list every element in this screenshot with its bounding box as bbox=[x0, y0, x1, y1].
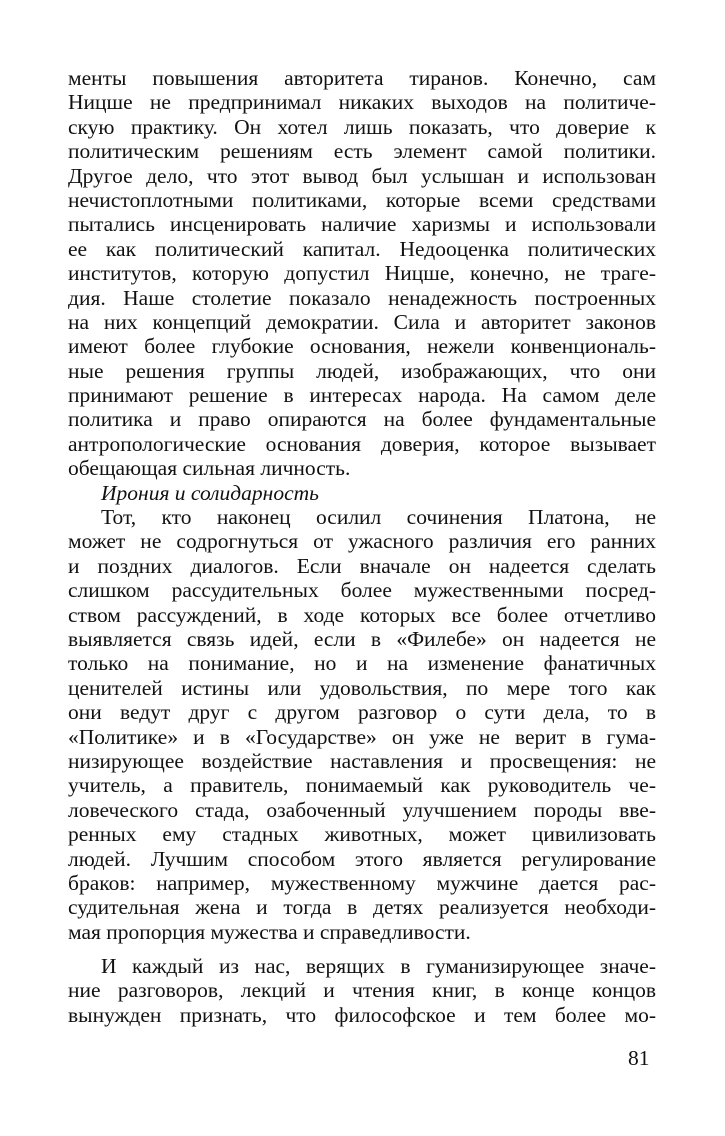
text-line: может не содрогнуться от ужасного различия его ранних bbox=[68, 529, 656, 554]
text-line: людей. Лучшим способом этого является регулирование bbox=[68, 846, 656, 871]
text-line: политическим решениям есть элемент самой политики. bbox=[68, 139, 656, 164]
text-line: на них концепций демократии. Сила и авторитет законов bbox=[68, 309, 656, 334]
text-line: ее как политический капитал. Недооценка политических bbox=[68, 236, 656, 261]
text-line: низирующее воздействие наставления и просвещения: не bbox=[68, 748, 656, 773]
text-line: нечистоплотными политиками, которые всеми средствами bbox=[68, 187, 656, 212]
text-line: И каждый из нас, верящих в гуманизирующее значе- bbox=[101, 954, 656, 979]
paragraph-2 bbox=[68, 505, 656, 944]
paragraph-3 bbox=[68, 954, 656, 1027]
section-heading: Ирония и солидарность bbox=[101, 480, 319, 505]
text-line: ценителей истины или удовольствия, по мере того как bbox=[68, 675, 656, 700]
text-line: учитель, а правитель, понимаемый как руководитель че- bbox=[68, 773, 656, 798]
text-line: скую практику. Он хотел лишь показать, что доверие к bbox=[68, 114, 656, 139]
text-line: браков: например, мужественному мужчине дается рас- bbox=[68, 870, 656, 895]
text-line: ством рассуждений, в ходе которых все более отчетливо bbox=[68, 602, 656, 627]
book-page-text bbox=[68, 66, 656, 1027]
paragraph-spacer bbox=[68, 944, 656, 954]
paragraph-1 bbox=[68, 66, 656, 481]
text-line: судительная жена и тогда в детях реализуется необходи- bbox=[68, 895, 656, 920]
text-line: Другое дело, что этот вывод был услышан и использован bbox=[68, 163, 656, 188]
text-line: менты повышения авторитета тиранов. Конечно, сам bbox=[68, 66, 656, 90]
text-line: обещающая сильная личность. bbox=[68, 456, 351, 481]
text-line: дия. Наше столетие показало ненадежность построенных bbox=[68, 285, 656, 310]
text-line: они ведут друг с другом разговор о сути дела, то в bbox=[68, 700, 656, 725]
text-line: принимают решение в интересах народа. На самом деле bbox=[68, 383, 656, 408]
page-number: 81 bbox=[628, 1046, 650, 1070]
text-line: и поздних диалогов. Если вначале он надеется сделать bbox=[68, 553, 656, 578]
text-line: только на понимание, но и на изменение фанатичных bbox=[68, 651, 656, 676]
text-line: антропологические основания доверия, которое вызывает bbox=[68, 431, 656, 456]
text-line: Ницше не предпринимал никаких выходов на политиче- bbox=[68, 90, 656, 115]
text-line: мая пропорция мужества и справедливости. bbox=[68, 919, 471, 944]
text-line: имеют более глубокие основания, нежели конвенциональ- bbox=[68, 334, 656, 359]
text-line: вынужден признать, что философское и тем более мо- bbox=[68, 1002, 656, 1027]
text-line: институтов, которую допустил Ницше, конечно, не траге- bbox=[68, 261, 656, 286]
text-line: ловеческого стада, озабоченный улучшением породы вве- bbox=[68, 797, 656, 822]
text-line: «Политике» и в «Государстве» он уже не верит в гума- bbox=[68, 724, 656, 749]
text-line: ренных ему стадных животных, может цивилизовать bbox=[68, 822, 656, 847]
text-line: ные решения группы людей, изображающих, что они bbox=[68, 358, 656, 383]
text-line: слишком рассудительных более мужественными посред- bbox=[68, 578, 656, 603]
text-line: выявляется связь идей, если в «Филебе» он надеется не bbox=[68, 626, 656, 651]
text-line: Тот, кто наконец осилил сочинения Платона, не bbox=[101, 505, 656, 530]
text-line: пытались инсценировать наличие харизмы и использовали bbox=[68, 212, 656, 237]
text-line: политика и право опираются на более фундаментальные bbox=[68, 407, 656, 432]
text-line: ние разговоров, лекций и чтения книг, в конце концов bbox=[68, 978, 656, 1003]
